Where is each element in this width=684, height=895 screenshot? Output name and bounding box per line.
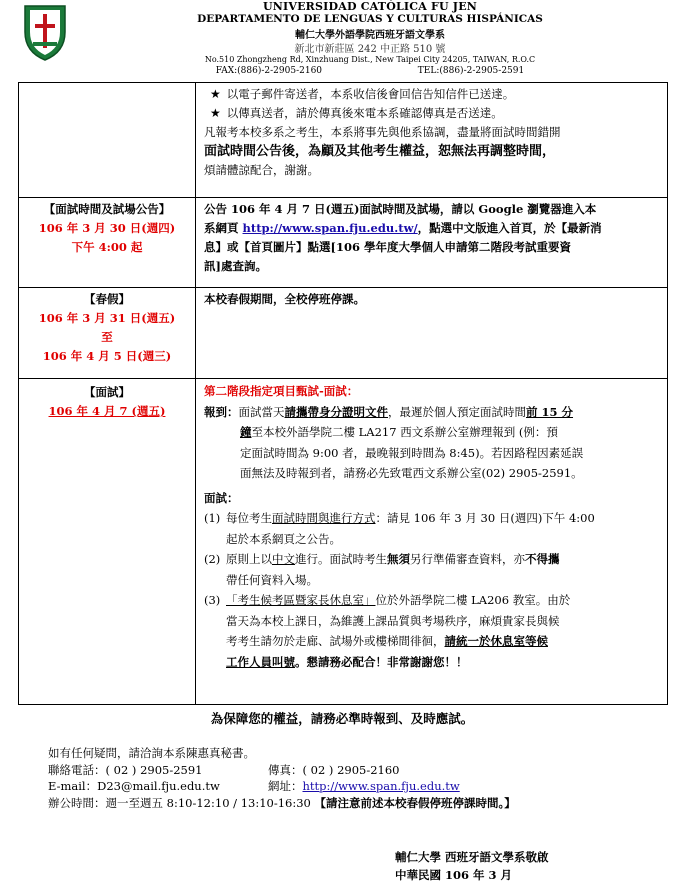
university-name: UNIVERSIDAD CATÓLICA FU JEN [262, 0, 478, 13]
spring-break-label: 【春假】 [84, 292, 130, 306]
contact-block [48, 745, 668, 811]
item-2: (2) 原則上以中文進行。面試時考生無須另行準備審查資料，亦不得攜 [204, 552, 560, 566]
email-address[interactable]: D23@mail.fju.edu.tw [97, 779, 220, 793]
bullet-email: ★ 以電子郵件寄送者，本系收信後會回信告知信件已送達。 [210, 87, 515, 101]
web-label: 網址： [268, 779, 303, 793]
bullet-fax: ★ 以傳真送者，請於傳真後來電本系確認傳真是否送達。 [210, 106, 503, 120]
department-name-zh: 輔仁大學外語學院西班牙語文學系 [295, 30, 445, 41]
office-hours-note: 【請注意前述本校春假停班停課時間。】 [314, 795, 516, 810]
issue-date: 中華民國 106 年 3 月 [395, 868, 513, 882]
fax-tel-line [90, 66, 650, 76]
interview-date: 106 年 4 月 7 (週五) [48, 404, 166, 418]
fax-number: FAX:(886)-2-2905-2160 [215, 66, 323, 76]
interview-details: 第二階段指定項目甄試-面試： 報到：面試當天請攜帶身分證明文件，最遲於個人預定面試時間前 15 分 鐘至本校外語學院二樓 LA217 西文系辦公室辦理報到 (例：預 定面試時間為 9:00 者，最晚報到時間為 8:45)。若因路程因素延誤 面無法及時報到者，請務必先致電西文系辦公室(02) 2905-2591。 面試： (1) 每位考生面試時間與進行方式：請見 106 年 3 月 30 日(週四)下午 4:00 起於本系網頁之公告。 (2) 原則上以中文進行。面試時考生無須另行準備審查資料，亦不得攜 帶任何資料入場。 (3) 「考生候考區暨家長休息室」位於外語學院二樓 LA206 教室。由於 當天為本校上課日，為維護上課品質與考場秩序，麻煩貴家長與候 考考生請勿於走廊、試場外或樓梯間徘徊，請統一於休息室等候 工作人員叫號。懇請務必配合！非常謝謝您！！ [196, 379, 668, 705]
spring-break-end: 106 年 4 月 5 日(週三) [42, 349, 172, 363]
announcement-time: 下午 4:00 起 [71, 240, 143, 254]
interview-title: 第二階段指定項目甄試-面試： [204, 384, 359, 398]
table-row-submission [19, 83, 668, 198]
table-row-spring-break [19, 288, 668, 379]
contact-intro: 如有任何疑問，請洽詢本系陳惠真秘書。 [48, 746, 255, 760]
report-line-1: 報到：面試當天請攜帶身分證明文件，最遲於個人預定面試時間前 15 分 [204, 404, 574, 419]
website-link[interactable]: http://www.span.fju.edu.tw [302, 779, 460, 793]
spring-break-start: 106 年 3 月 31 日(週五) [38, 311, 176, 325]
star-icon: ★ [210, 87, 221, 101]
table-row-announcement [19, 198, 668, 288]
report-line-4: 面無法及時報到者，請務必先致電西文系辦公室(02) 2905-2591。 [240, 466, 583, 480]
spring-break-to: 至 [101, 330, 113, 344]
announcement-text: 公告 106 年 4 月 7 日(週五)面試時間及試場，請以 Google 瀏覽器進入本 系網頁 http://www.span.fju.edu.tw/，點選中文版進入首頁，於【最新消 息】或【首頁圖片】點選[106 學年度大學個人申請第二階段考試重要資 訊]處查詢。 [196, 198, 668, 288]
punctuality-notice: 為保障您的權益，請務必準時報到、及時應試。 [210, 711, 474, 726]
multi-dept-note: 凡報考本校多系之考生，本系將事先與他系協調，盡量將面試時間錯開 [204, 125, 561, 139]
signature-block [395, 848, 675, 884]
report-line-2: 鐘至本校外語學院二樓 LA217 西文系辦公室辦理報到 (例：預 [240, 425, 558, 439]
interview-label: 【面試】 [84, 385, 130, 399]
interview-subtitle: 面試： [204, 490, 239, 505]
thanks-note: 煩請體諒配合，謝謝。 [204, 163, 319, 177]
department-name: DEPARTAMENTO DE LENGUAS Y CULTURAS HISPÁNICAS [197, 13, 543, 25]
star-icon: ★ [210, 106, 221, 120]
spring-break-text: 本校春假期間，全校停班停課。 [196, 288, 668, 379]
interview-label-cell [19, 379, 196, 705]
university-crest-icon [20, 2, 70, 62]
announcement-label-cell [19, 198, 196, 288]
spring-break-label-cell [19, 288, 196, 379]
office-hours: 辦公時間：週一至週五 8:10-12:10 / 13:10-16:30 [48, 795, 311, 810]
signature: 輔仁大學 西班牙語文學系敬啟 [395, 850, 549, 864]
address-zh: 新北市新莊區 242 中正路 510 號 [294, 44, 446, 55]
announcement-date: 106 年 3 月 30 日(週四) [38, 221, 176, 235]
schedule-table [18, 82, 668, 705]
announcement-label: 【面試時間及試場公告】 [43, 202, 171, 216]
letterhead [0, 0, 684, 82]
tel-number: TEL:(886)-2-2905-2591 [417, 66, 525, 76]
item-1: (1) 每位考生面試時間與進行方式：請見 106 年 3 月 30 日(週四)下午 4:00 [204, 511, 595, 525]
address-en: No.510 Zhongzheng Rd, Xinzhuang Dist., New Taipei City 24205, TAIWAN, R.O.C [204, 55, 536, 64]
no-adjust-note: 面試時間公告後，為顧及其他考生權益，恕無法再調整時間， [204, 144, 556, 159]
contact-phone: 聯絡電話：( 02 ) 2905-2591 [48, 762, 203, 777]
email-label: E-mail： [48, 779, 98, 793]
contact-fax: 傳真：( 02 ) 2905-2160 [268, 762, 400, 777]
item-3: (3) 「考生候考區暨家長休息室」位於外語學院二樓 LA206 教室。由於 [204, 593, 571, 607]
table-row-interview [19, 379, 668, 705]
submission-notes [196, 83, 668, 198]
department-website-link[interactable]: http://www.span.fju.edu.tw/ [242, 221, 418, 235]
report-line-3: 定面試時間為 9:00 者，最晚報到時間為 8:45)。若因路程因素延誤 [240, 445, 584, 460]
empty-cell [19, 83, 196, 198]
